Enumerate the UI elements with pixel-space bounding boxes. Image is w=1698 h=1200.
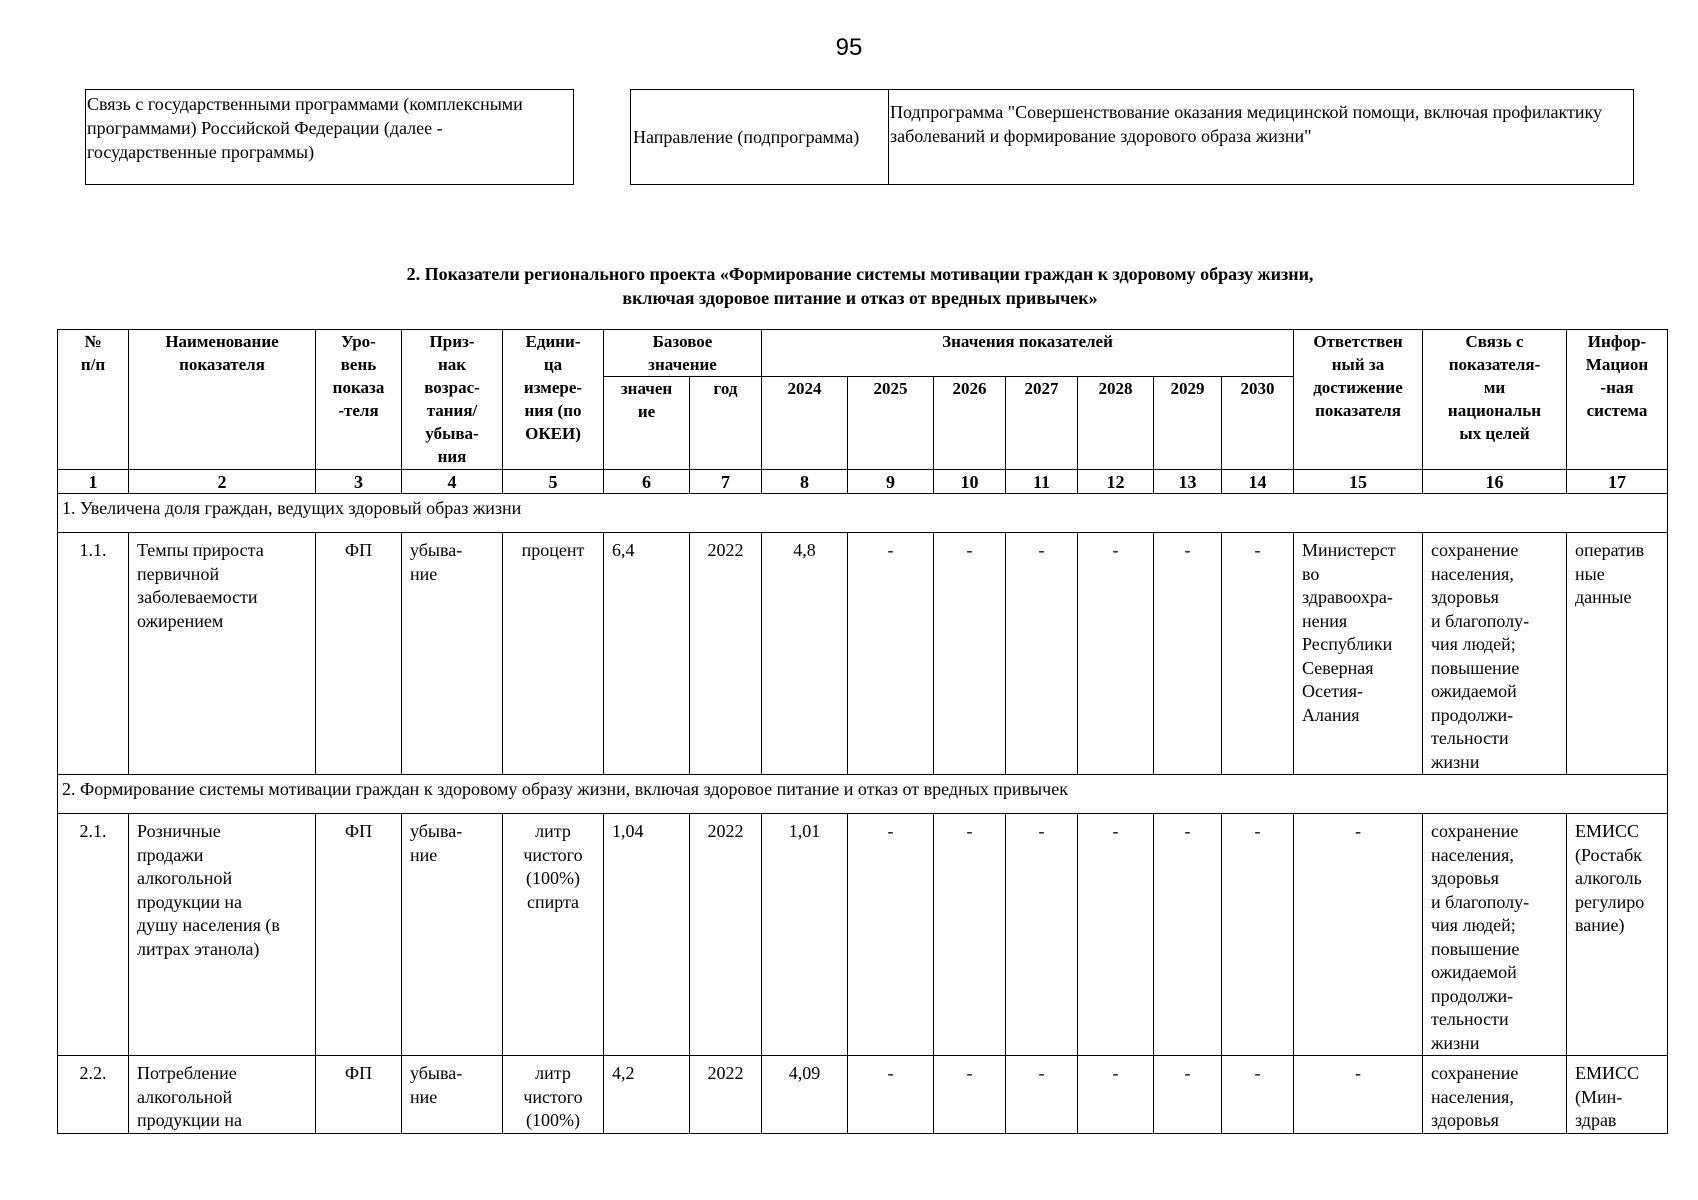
row-base-year: 2022 [690,1056,762,1134]
row-value: - [1154,814,1222,1056]
row-base-value: 4,2 [604,1056,690,1134]
column-number: 11 [1006,470,1078,494]
row-value: - [848,533,934,775]
row-value: - [1006,814,1078,1056]
row-value: 4,8 [762,533,848,775]
row-value: - [1154,533,1222,775]
header-num: № п/п [58,330,129,470]
column-number: 1 [58,470,129,494]
section-heading: 1. Увеличена доля граждан, ведущих здоровый образ жизни [58,494,1668,533]
header-level: Уро- вень показа -теля [316,330,402,470]
row-num: 2.2. [58,1056,129,1134]
row-level: ФП [316,814,402,1056]
row-responsible: - [1294,1056,1423,1134]
column-number: 2 [129,470,316,494]
row-link: сохранение населения, здоровья и благополу- чия людей; повышение ожидаемой продолжи- тельности жизни [1423,533,1567,775]
header-info: Инфор- Мацион -ная система [1567,330,1668,470]
row-responsible: Министерст во здравоохра- нения Республики Северная Осетия- Алания [1294,533,1423,775]
indicators-table [57,329,1668,1134]
row-info: ЕМИСС (Мин- здрав [1567,1056,1668,1134]
column-number: 6 [604,470,690,494]
row-value: - [1222,1056,1294,1134]
column-number: 17 [1567,470,1668,494]
header-base: Базовое значение [604,330,762,377]
row-value: - [934,814,1006,1056]
header-base-year: год [690,377,762,470]
header-unit: Едини- ца измере- ния (по ОКЕИ) [503,330,604,470]
section-title-line2: включая здоровое питание и отказ от вредных привычек» [622,288,1098,308]
row-value: - [1006,533,1078,775]
subprogram-name: Подпрограмма "Совершенствование оказания медицинской помощи, включая профилактику заболеваний и формирование здорового образа жизни" [889,90,1634,185]
row-value: - [1222,814,1294,1056]
table-row [58,533,1668,775]
row-unit: литр чистого (100%) спирта [503,814,604,1056]
row-level: ФП [316,533,402,775]
program-link-table [85,89,1634,185]
header-name: Наименование показателя [129,330,316,470]
column-number: 9 [848,470,934,494]
column-number: 16 [1423,470,1567,494]
row-unit: процент [503,533,604,775]
column-number: 10 [934,470,1006,494]
row-name: Темпы прироста первичной заболеваемости ожирением [129,533,316,775]
header-year: 2029 [1154,377,1222,470]
section-row [58,494,1668,533]
section-row [58,775,1668,814]
row-name: Розничные продажи алкогольной продукции на душу населения (в литрах этанола) [129,814,316,1056]
row-value: - [848,814,934,1056]
header-base-value: значен ие [604,377,690,470]
row-info: ЕМИСС (Ростабк алкоголь регулиро вание) [1567,814,1668,1056]
header-year: 2027 [1006,377,1078,470]
row-link: сохранение населения, здоровья [1423,1056,1567,1134]
section-title [60,262,1660,310]
row-num: 2.1. [58,814,129,1056]
row-responsible: - [1294,814,1423,1056]
row-base-year: 2022 [690,814,762,1056]
row-base-value: 6,4 [604,533,690,775]
row-base-year: 2022 [690,533,762,775]
header-year: 2028 [1078,377,1154,470]
row-sign: убыва- ние [402,533,503,775]
row-base-value: 1,04 [604,814,690,1056]
column-number: 13 [1154,470,1222,494]
table-row [58,814,1668,1056]
header-year: 2030 [1222,377,1294,470]
header-year: 2025 [848,377,934,470]
row-sign: убыва- ние [402,1056,503,1134]
row-num: 1.1. [58,533,129,775]
row-link: сохранение населения, здоровья и благополу- чия людей; повышение ожидаемой продолжи- тельности жизни [1423,814,1567,1056]
row-unit: литр чистого (100%) [503,1056,604,1134]
header-sign: Приз- нак возрас- тания/ убыва- ния [402,330,503,470]
column-number: 5 [503,470,604,494]
row-value: - [1078,814,1154,1056]
row-name: Потребление алкогольной продукции на [129,1056,316,1134]
row-value: - [848,1056,934,1134]
program-link-label: Связь с государственными программами (комплексными программами) Российской Федерации (далее - государственные программы) [86,90,574,185]
section-heading: 2. Формирование системы мотивации граждан к здоровому образу жизни, включая здоровое питание и отказ от вредных привычек [58,775,1668,814]
header-values: Значения показателей [762,330,1294,377]
column-number: 4 [402,470,503,494]
column-number: 12 [1078,470,1154,494]
row-sign: убыва- ние [402,814,503,1056]
row-value: - [1078,1056,1154,1134]
section-title-line1: 2. Показатели регионального проекта «Формирование системы мотивации граждан к здоровому образу жизни, [406,264,1314,284]
row-value: - [934,1056,1006,1134]
column-numbers-row [58,470,1668,494]
column-number: 14 [1222,470,1294,494]
row-value: - [1006,1056,1078,1134]
column-number: 15 [1294,470,1423,494]
direction-label: Направление (подпрограмма) [631,90,889,185]
column-number: 7 [690,470,762,494]
row-level: ФП [316,1056,402,1134]
row-info: оператив ные данные [1567,533,1668,775]
header-responsible: Ответствен ный за достижение показателя [1294,330,1423,470]
page-number: 95 [835,34,863,61]
row-value: - [1078,533,1154,775]
table-row [58,1056,1668,1134]
row-value: 1,01 [762,814,848,1056]
column-number: 8 [762,470,848,494]
row-value: - [934,533,1006,775]
spacer-cell [574,90,631,185]
header-year: 2024 [762,377,848,470]
row-value: 4,09 [762,1056,848,1134]
header-link: Связь с показателя- ми национальн ых целей [1423,330,1567,470]
row-value: - [1154,1056,1222,1134]
row-value: - [1222,533,1294,775]
header-year: 2026 [934,377,1006,470]
column-number: 3 [316,470,402,494]
